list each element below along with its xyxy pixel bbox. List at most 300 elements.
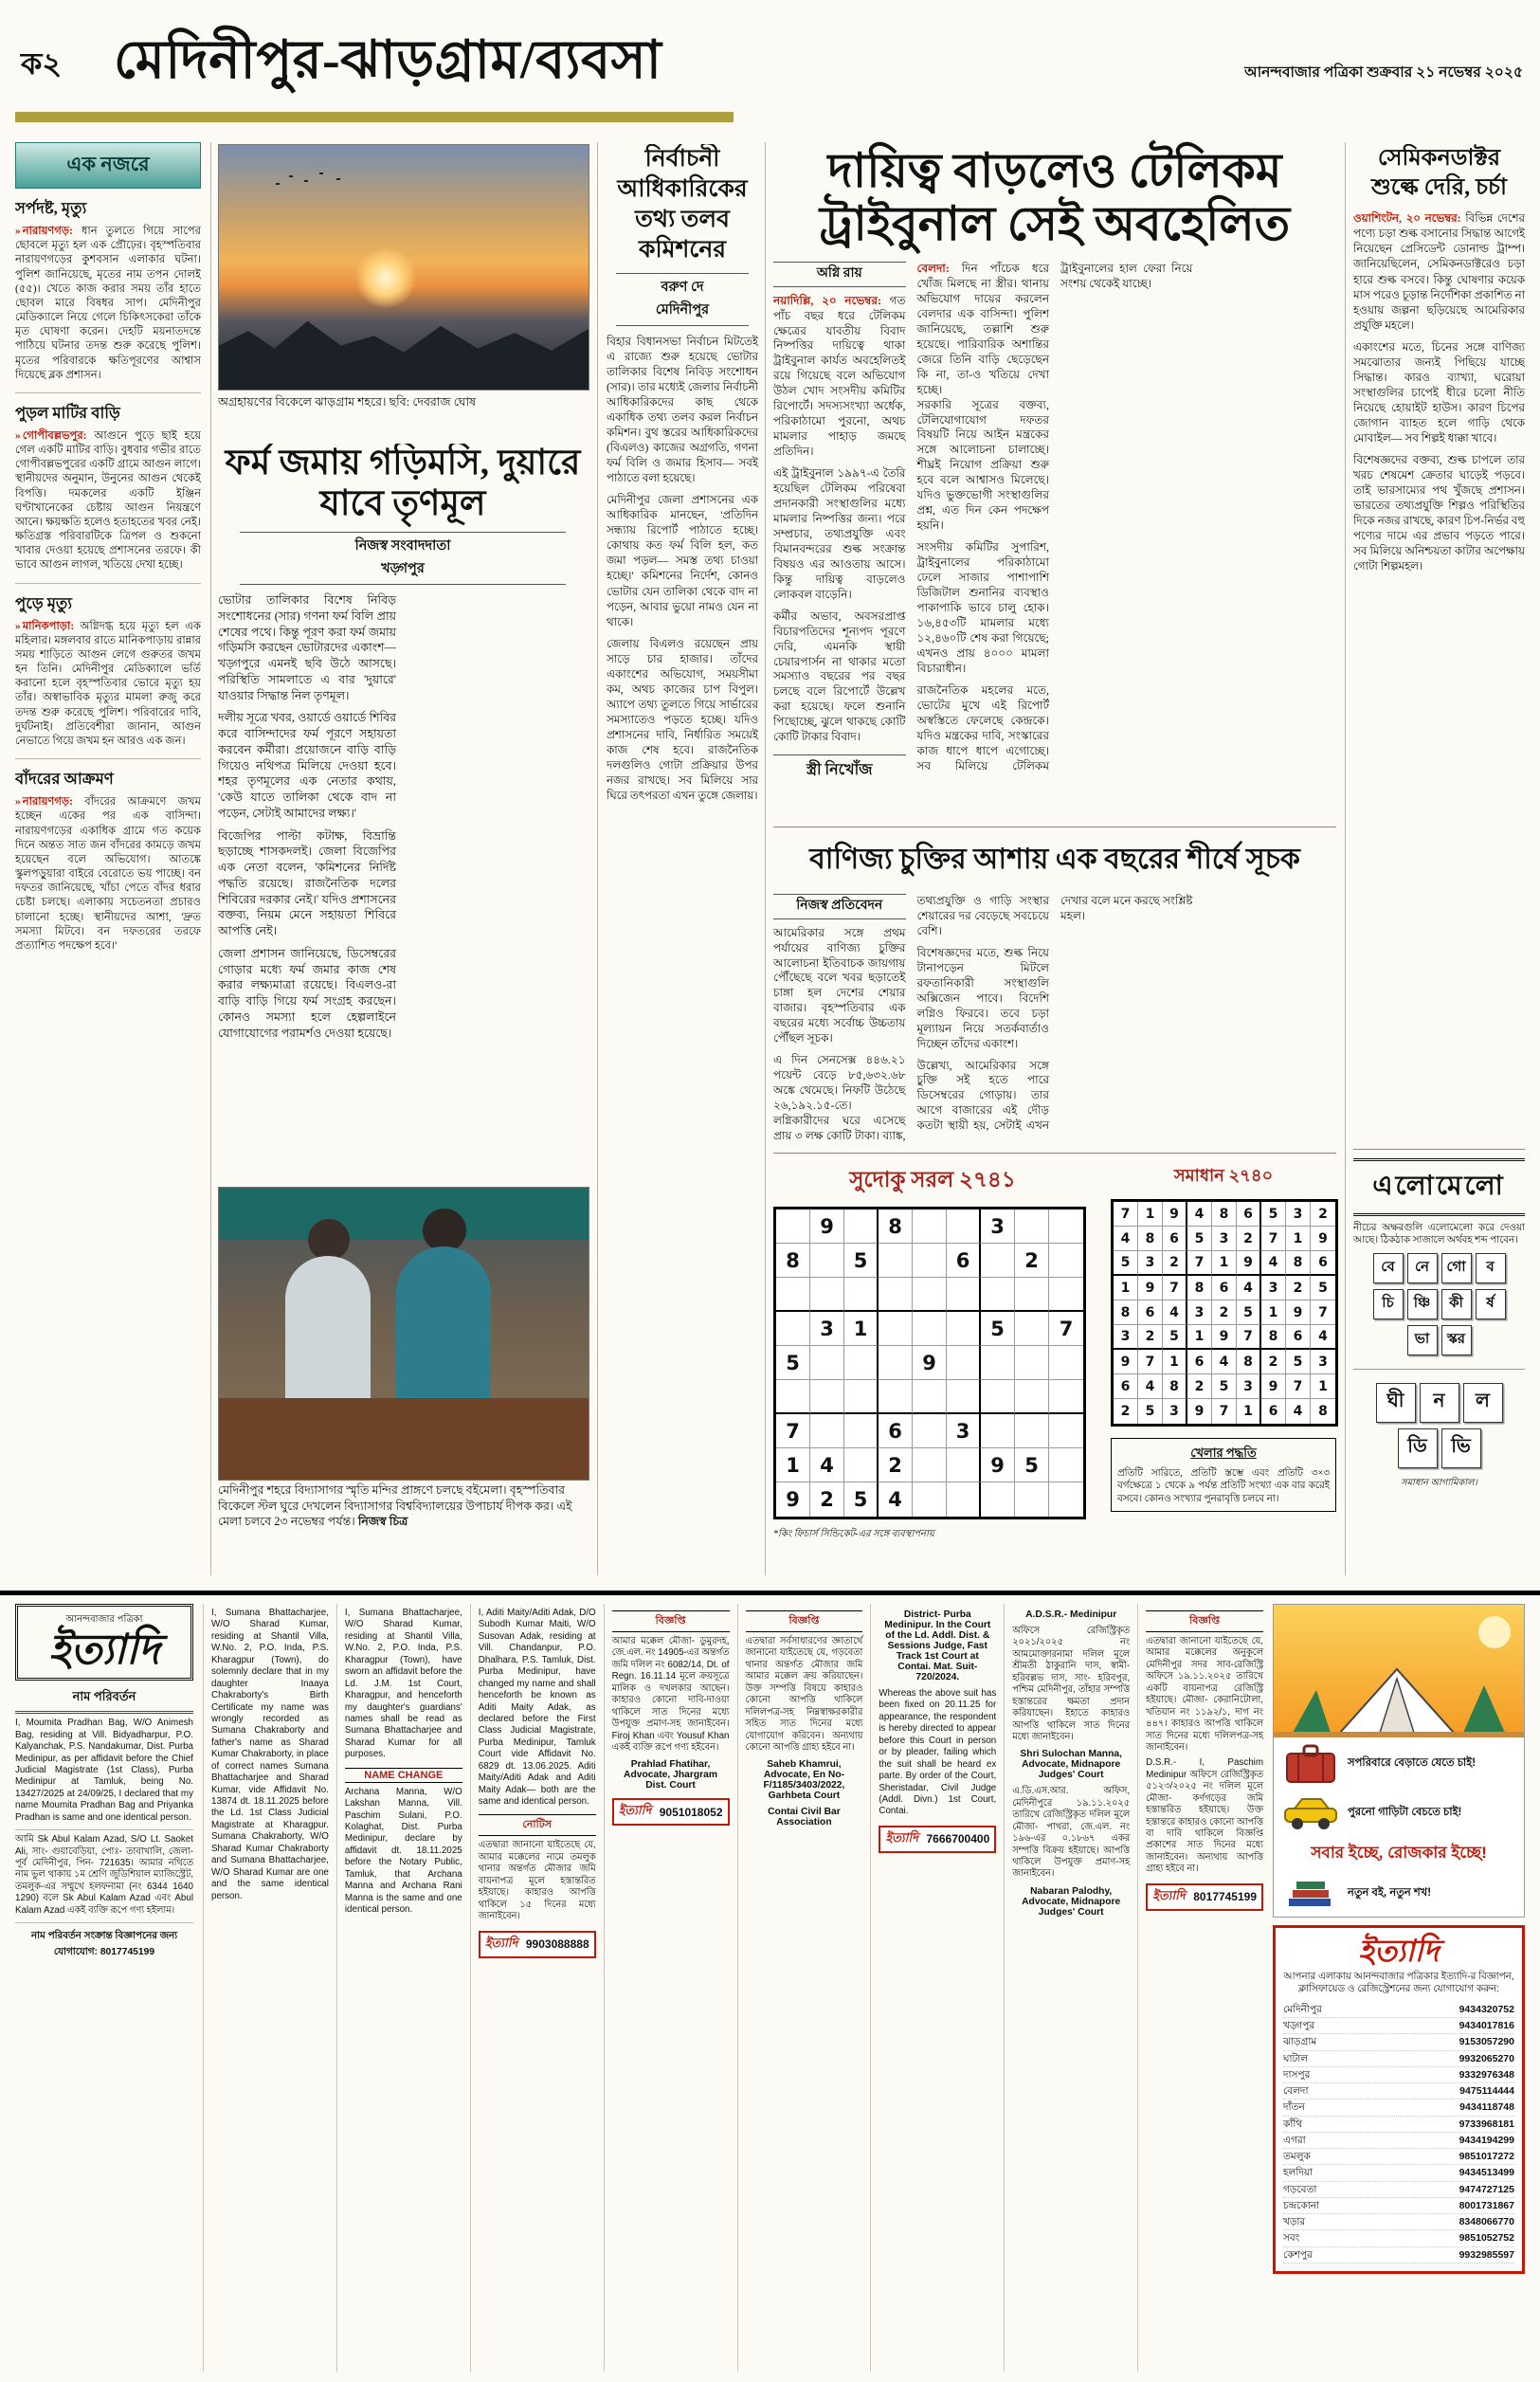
sudoku-cell: 6	[1237, 1202, 1261, 1227]
sudoku-cell: 2	[1212, 1300, 1237, 1325]
sudoku-cell: 2	[1261, 1350, 1286, 1374]
sudoku-cell: 7	[1237, 1325, 1261, 1350]
article-body	[218, 592, 588, 1154]
jumble-letter-tile: ল	[1463, 1383, 1503, 1423]
article-paragraph: কর্মীর অভাব, অবসরপ্রাপ্ত বিচারপতিদের শূন্যপদ পূরণে দেরি, এমনকি স্থায়ী চেয়ারপার্সন না থাকার মতো সমস্যাও বছরের পর বছর চলছে বলে রিপোর্টে উল্লেখ করা হয়েছে। ফলে শুনানি পিছোচ্ছে, ঝুলে থাকছে কোটি কোটি টাকার বিবাদ।	[773, 609, 906, 744]
sudoku-cell: 7	[1138, 1350, 1163, 1374]
sudoku-cell: 2	[1237, 1227, 1261, 1251]
sudoku-cell: 7	[776, 1414, 810, 1448]
classified-ad-text: এ.ডি.এস.আর. অফিস, মেদিনীপুরে ১৯.১১.২০২৫ তারিখে রেজিস্ট্রিকৃত দলিল মূলে মৌজা- পাথরা, জে.এল. নং ১৯৬-এর ০.১৮৬৭ একর সম্পত্তি বিক্রয় হইয়াছে। আপত্তি থাকিলে উপযুক্ত প্রমাণ-সহ জানাইবেন।	[1012, 1786, 1131, 1880]
sudoku-cell: 6	[1286, 1325, 1311, 1350]
contact-place: কেশপুর	[1283, 2248, 1313, 2261]
contact-place: তমলুক	[1283, 2151, 1311, 2163]
contact-row	[1283, 2100, 1514, 2116]
classified-section-header: বিজ্ঞপ্তি	[1146, 1610, 1263, 1632]
sudoku-cell	[810, 1414, 844, 1448]
article-headline: বাণিজ্য চুক্তির আশায় এক বছরের শীর্ষে সূচক	[809, 844, 1300, 875]
tent-icon	[1274, 1652, 1524, 1737]
contact-number: 9475114444	[1459, 2085, 1514, 2098]
jumble-word-row	[1353, 1289, 1525, 1319]
contact-number: 9153057290	[1458, 2036, 1514, 2048]
contact-place: দাঁতন	[1283, 2101, 1305, 2114]
jumble-footer: সমাধান আগামিকাল।	[1401, 1477, 1477, 1488]
sudoku-cell	[947, 1448, 981, 1482]
contact-number: 9434513499	[1458, 2167, 1514, 2179]
glance-item-body	[15, 225, 201, 383]
contact-phone: 9051018052	[659, 1805, 723, 1819]
sudoku-cell: 6	[1163, 1227, 1187, 1251]
sudoku-cell: 4	[1311, 1325, 1335, 1350]
jumble-instructions: নীচের অক্ষরগুলি এলোমেলো করে দেওয়া আছে। ঠিকঠাক সাজালে অর্থবহ শব্দ পাবেন।	[1353, 1223, 1525, 1246]
substory-place: বেলদা:	[916, 262, 950, 275]
sudoku-cell: 1	[1114, 1276, 1138, 1300]
photo-caption	[218, 394, 588, 409]
sudoku-cell	[879, 1346, 913, 1380]
sudoku-cell: 9	[1237, 1251, 1261, 1276]
sudoku-cell: 6	[879, 1414, 913, 1448]
sudoku-cell	[981, 1380, 1015, 1414]
classified-bold-text: নাম পরিবর্তন সংক্রান্ত বিজ্ঞাপনের জন্য যোগাযোগ: 8017745199	[30, 1931, 178, 1958]
classified-ad-text: Whereas the above suit has been fixed on 20.11.25 for appearance, the respondent is hereby directed to appear before this Court in person or by pleader, failing which the suit shall be heard ex parte. By order of the Court, Sheristadar, Civil Judge (Addl. Divn.) 1st Court, Contai.	[879, 1688, 997, 1817]
sudoku-cell: 1	[844, 1312, 879, 1346]
article-headline: দায়িত্ব বাড়লেও টেলিকম ট্রাইবুনাল সেই অবহেলিত	[819, 144, 1291, 250]
horizontal-rule	[1353, 1149, 1525, 1150]
glance-item	[15, 584, 201, 760]
itjadi-logo: ইত্যাদি	[1152, 1887, 1186, 1902]
classified-bold-text: District- Purba Medinipur. In the Court of the Ld. Addl. Dist. & Sessions Judge, Fast Track 1st Court at Contai. Mat. Suit- 720/2024.	[884, 1609, 991, 1682]
paper-dateline: আনন্দবাজার পত্রিকা শুক্রবার ২১ নভেম্বর ২০২৫	[1244, 64, 1523, 81]
sudoku-cell: 1	[1187, 1325, 1212, 1350]
sudoku-cell: 1	[1286, 1227, 1311, 1251]
sudoku-cell: 6	[1261, 1399, 1286, 1424]
sudoku-cell: 4	[1237, 1276, 1261, 1300]
sudoku-cell	[844, 1380, 879, 1414]
itjadi-logo: ইত্যাদি	[484, 1935, 518, 1950]
contact-place: খড়ার	[1283, 2216, 1306, 2228]
article-paragraph: এই ট্রাইবুনাল ১৯৯৭-এ তৈরি হয়েছিল টেলিকম পরিষেবা প্রদানকারী সংস্থাগুলির মধ্যে মামলার নিষ্পত্তির জন্য। পরে সম্প্রচার, তথ্যপ্রযুক্তি এবং বিমানবন্দরের শুল্ক সংক্রান্ত বিষয়ও এর আওতায় আসে। কিন্তু দায়িত্ব বাড়লেও লোকবল বাড়েনি।	[773, 466, 906, 601]
arrow-icon: »	[15, 620, 21, 632]
masthead-underline-bar	[15, 112, 734, 122]
contact-number: 9733968181	[1458, 2118, 1514, 2130]
camping-illustration	[1274, 1605, 1524, 1737]
sudoku-cell: 1	[1163, 1350, 1187, 1374]
contact-place: সবং	[1283, 2232, 1300, 2245]
contact-number: 9434118748	[1459, 2101, 1514, 2114]
classified-ad-text: এতদ্বারা জানানো যাইতেছে যে, আমার মক্কেলের অনুকূলে মেদিনীপুর সদর সাব-রেজিস্ট্রি অফিসে ১৯.১১.২০২৫ তারিখে একটি বায়নাপত্র রেজিস্ট্রি হইয়াছে। মৌজা- কেরানিটোলা, খতিয়ান নং ১১৯২/১, দাগ নং ৪৪৭। কাহারও আপত্তি থাকিলে সাত দিনের মধ্যে দলিলপত্র-সহ জানাইবেন।	[1146, 1636, 1263, 1753]
jumble-scrambled-words	[1353, 1253, 1525, 1355]
sudoku-credit: *কিং ফিচার্স সিন্ডিকেট-এর সঙ্গে ব্যবস্থাপনায়	[773, 1529, 934, 1539]
sudoku-cell: 8	[1163, 1374, 1187, 1399]
sudoku-cell	[1049, 1482, 1083, 1517]
sudoku-cell: 7	[1212, 1399, 1237, 1424]
sudoku-cell	[844, 1448, 879, 1482]
sudoku-cell	[913, 1312, 947, 1346]
contact-row	[1283, 2034, 1514, 2050]
sudoku-cell: 4	[810, 1448, 844, 1482]
article-paragraph: এ দিন সেনসেক্স ৪৪৬.২১ পয়েন্ট বেড়ে ৮৫,৬৩২.৬৮ অঙ্কে থেমেছে। নিফটি উঠেছে ২৬,১৯২.১৫-তে। লগ্নিকারীদের ঘরে এসেছে প্রায় ৩ লক্ষ কোটি টাকা। ব্যাঙ্ক, তথ্যপ্রযুক্তি ও গাড়ি সংস্থার শেয়ারের দর বেড়েছে সবচেয়ে বেশি।	[773, 894, 1049, 1142]
glance-item	[15, 189, 201, 393]
classified-ad-text: Archana Manna, W/O Lakshan Manna, Vill. Paschim Sulani, P.O. Kolaghat, Dist. Purba Medinipur, declare by affidavit dt. 18.11.2025 before the Notary Public, Tamluk, that Archana Manna and Archana Rani Manna is the same and one identical person.	[344, 1786, 462, 1916]
sudoku-section	[773, 1162, 1336, 1575]
sudoku-cell: 9	[1286, 1300, 1311, 1325]
sudoku-cell: 5	[1114, 1251, 1138, 1276]
article-paragraph: বিহার বিধানসভা নির্বাচন মিটতেই এ রাজ্যে শুরু হয়েছে ভোটার তালিকার বিশেষ নিবিড় সংশোধন (সার)। তার মধ্যেই জেলার নির্বাচনী আধিকারিকদের কাছ থেকে একাধিক তথ্য তলব করল নির্বাচন কমিশন। বুথ স্তরের আধিকারিকদের (বিএলও) কাজের অগ্রগতি, গণনা ফর্ম বিলি ও জমার হিসাব— সবই পাঠাতে বলা হয়েছে।	[607, 335, 758, 485]
contact-number: 8001731867	[1458, 2199, 1514, 2211]
substory-text: দিন পাঁচেক ধরে খোঁজ মিলছে না স্ত্রীর। থানায় অভিযোগ দায়ের করলেন বেলদার এক বাসিন্দা। পুলিশ জানিয়েছে, তল্লাশি শুরু হয়েছে। পারিবারিক অশান্তির জেরে তিনি বাড়ি ছেড়েছেন কি না, তা-ও খতিয়ে দেখা হচ্ছে।	[916, 262, 1049, 396]
classified-ad-text: I, Sumana Bhattacharjee, W/O Sharad Kumar, residing at Shantil Villa, W.No. 2, P.O. Inda, P.S. Kharagpur (Town), have sworn an affidavit before the Ld. J.M. 1st Court, Kharagpur, and henceforth my daughter's guardians' names shall be read as Sumana Bhattacharjee and Sharad Kumar for all purposes.	[344, 1608, 462, 1760]
sudoku-cell	[879, 1244, 913, 1278]
column-rule	[1345, 142, 1346, 1575]
sudoku-solution-title: সমাধান ২৭৪০	[1173, 1166, 1274, 1185]
jumble-answer-row	[1353, 1383, 1525, 1423]
glance-item-text: আগুনে পুড়ে ছাই হয়ে গেল একটি মাটির বাড়ি। বুধবার গভীর রাতে গোপীবল্লভপুরের একটি গ্রামে আগুন লাগে। স্থানীয়দের অনুমান, উনুনের আগুন থেকেই বিপত্তি। দমকলের একটি ইঞ্জিন ঘণ্টাখানেকের চেষ্টায় আগুন নিয়ন্ত্রণে আনে। ক্ষয়ক্ষতি হলেও হতাহতের খবর নেই। ক্ষতিগ্রস্ত পরিবারটিকে ত্রিপল ও শুকনো খাবার দেওয়া হয়েছে প্রশাসনের তরফে। কী ভাবে আগুন লাগল, খতিয়ে দেখা হচ্ছে।	[15, 429, 201, 572]
jumble-letter-tile: গো	[1441, 1253, 1472, 1283]
sudoku-cell	[981, 1482, 1015, 1517]
sudoku-cell: 2	[1015, 1244, 1049, 1278]
sudoku-cell: 9	[810, 1209, 844, 1244]
article-paragraph: বিশেষজ্ঞদের বক্তব্য, শুল্ক চাপলে তার খরচ শেষমেশ ক্রেতার ঘাড়েই পড়বে। তাই ভারসাম্যের পথ খুঁজছে প্রশাসন। ভারতের তথ্যপ্রযুক্তি শিল্পও পরিস্থিতির দিকে নজর রাখছে, কারণ চিপ-নির্ভর বহু পণ্যের দামে এর প্রভাব পড়তে পারে। সব মিলিয়ে অনিশ্চয়তা কাটার অপেক্ষায় গোটা শিল্পমহল।	[1353, 452, 1525, 573]
photo-caption-text: মেদিনীপুর শহরে বিদ্যাসাগর স্মৃতি মন্দির প্রাঙ্গণে চলছে বইমেলা। বৃহস্পতিবার বিকেলে স্টল ঘুরে দেখলেন বিদ্যাসাগর বিশ্ববিদ্যালয়ের উপাচার্য দীপক কর। এই মেলা চলবে 2৩ নভেম্বর পর্যন্ত।	[218, 1483, 572, 1528]
photo-caption	[218, 1482, 588, 1530]
sudoku-cell: 5	[844, 1244, 879, 1278]
name-change-section-title: নাম পরিবর্তন	[15, 1688, 193, 1714]
brand-small-text: আনন্দবাজার পত্রিকা	[65, 1614, 143, 1625]
sudoku-cell: 4	[1212, 1350, 1237, 1374]
sudoku-cell: 7	[1286, 1374, 1311, 1399]
sudoku-cell: 5	[981, 1312, 1015, 1346]
contact-row	[1283, 2018, 1514, 2034]
contact-number: 9932985597	[1458, 2248, 1514, 2261]
jumble-letter-tile: ঞ্চি	[1407, 1289, 1438, 1319]
classified-ad-text: I, Sumana Bhattacharjee, W/O Sharad Kumar, residing at Shantil Villa, W.No. 2, P.O. Inda, P.S. Kharagpur (Town), do solemnly declare that in my daughter Inaaya Chakraborty's Birth Certificate my name was wrongly recorded as Sumana Chakraborty and father's name as Sharad Kumar Chakraborty, in place of correct names Sumana Bhattacharjee and Sharad Kumar, vide Affidavit No. 13874 dt. 18.11.2025 before the Ld. 1st Class Judicial Magistrate at Kharagpur. Sumana Chakraborty, W/O Sharad Kumar Chakraborty and Sumana Bhattacharjee, W/O Sharad Kumar are one and the same identical person.	[211, 1608, 329, 1901]
house-ad-panel	[1273, 1604, 1525, 1918]
sudoku-cell: 9	[981, 1448, 1015, 1482]
contact-number: 9434320752	[1458, 2003, 1514, 2015]
sudoku-cell: 5	[1237, 1300, 1261, 1325]
suitcase-icon	[1281, 1742, 1340, 1784]
sudoku-cell: 7	[1049, 1312, 1083, 1346]
classified-column	[336, 1604, 462, 2372]
glance-item	[15, 393, 201, 584]
sudoku-cell	[1015, 1312, 1049, 1346]
sudoku-cell	[947, 1380, 981, 1414]
article-sensex-high	[773, 836, 1336, 1152]
classified-bold-text: Prahlad Fhatihar, Advocate, Jhargram Dist. Court	[624, 1759, 718, 1791]
photo-bookfair	[218, 1187, 589, 1481]
itjadi-logo: ইত্যাদি	[1358, 1934, 1440, 1968]
classified-section-header: বিজ্ঞপ্তি	[746, 1610, 863, 1632]
sudoku-cell	[913, 1278, 947, 1312]
article-paragraph: জেলা প্রশাসন জানিয়েছে, ডিসেম্বরের গোড়ার মধ্যে ফর্ম জমার কাজ শেষ করার লক্ষ্যমাত্রা রয়েছে। বিএলও-রা বাড়ি বাড়ি গিয়ে ফর্ম সংগ্রহ করছেন। কোনও সমস্যা হলে হেল্পলাইনে যোগাযোগের পরামর্শও দেওয়া হয়েছে।	[218, 946, 396, 1040]
classified-bold-text: Contai Civil Bar Association	[768, 1807, 841, 1828]
contact-phone: 9903088888	[525, 1937, 589, 1951]
jumble-title: এলোমেলো	[1353, 1158, 1525, 1216]
classified-ad-text: আমি Sk Abul Kalam Azad, S/O Lt. Saoket Ali, সাং- গুয়াবেড়িয়া, পোঃ- তাবাখালি, জেলা- পূর্ব মেদিনীপুর, পিন- 721635। আমার নথিতে নাম ভুল থাকায় ১ম শ্রেণি জুডিশিয়াল ম্যাজিস্ট্রেট, তমলুক-এর সম্মুখে হলফনামা (নং 6344 1640 1290) বলে Sk Abul Kalam Azad এবং Abul Kalam Azad একই ব্যক্তি রূপে গণ্য হইলাম।	[15, 1834, 193, 1923]
classified-column	[737, 1604, 863, 2372]
sudoku-cell: 6	[1187, 1350, 1212, 1374]
article-body	[773, 894, 1336, 1152]
classifieds-section	[15, 1604, 1525, 2372]
sudoku-cell	[981, 1414, 1015, 1448]
jumble-letter-tile: স্কর	[1441, 1325, 1472, 1355]
sudoku-cell: 5	[1163, 1325, 1187, 1350]
classified-column	[203, 1604, 329, 2372]
sudoku-cell: 9	[1187, 1399, 1212, 1424]
sudoku-rules-title: খেলার পদ্ধতি	[1190, 1446, 1257, 1460]
sudoku-cell: 2	[1163, 1251, 1187, 1276]
sudoku-cell: 7	[1163, 1276, 1187, 1300]
sudoku-cell: 6	[1138, 1300, 1163, 1325]
contact-number: 9474727125	[1458, 2183, 1514, 2195]
sudoku-puzzle-title: সুদোকু সরল ২৭৪১	[849, 1168, 1016, 1191]
section-masthead: মেদিনীপুর-ঝাড়গ্রাম/ব্যবসা	[114, 31, 662, 90]
glance-item-heading: বাঁদরের আক্রমণ	[15, 770, 114, 789]
sudoku-cell: 4	[1187, 1202, 1212, 1227]
sudoku-cell: 9	[913, 1346, 947, 1380]
sudoku-cell: 2	[1187, 1374, 1212, 1399]
contact-number: 9434017816	[1458, 2020, 1514, 2032]
sudoku-cell: 1	[1237, 1399, 1261, 1424]
sudoku-cell	[1049, 1380, 1083, 1414]
sudoku-cell: 5	[1212, 1374, 1237, 1399]
sudoku-cell: 3	[1212, 1227, 1237, 1251]
sudoku-cell	[913, 1380, 947, 1414]
classified-ad-text: এতদ্বারা সর্বসাধারণের জ্ঞাতার্থে জানানো যাইতেছে যে, গড়বেতা থানার অন্তর্গত মৌজার জমি আমার মক্কেল ক্রয় করিয়াছেন। উক্ত সম্পত্তি বিষয়ে কাহারও কোনো আপত্তি থাকিলে দলিলপত্র-সহ নিম্নস্বাক্ষরকারীর সহিত সাত দিনের মধ্যে যোগাযোগ করিবেন। অন্যথায় কোনো আপত্তি গ্রাহ্য হইবে না।	[745, 1636, 863, 1753]
article-paragraph	[1353, 210, 1525, 332]
sudoku-cell: 9	[1311, 1227, 1335, 1251]
sudoku-cell	[879, 1312, 913, 1346]
glance-item-heading: সর্পদষ্ট, মৃত্যু	[15, 199, 87, 217]
contact-place: ঝাড়গ্রাম	[1283, 2036, 1317, 2048]
sudoku-cell: 8	[1187, 1276, 1212, 1300]
jumble-answer-row	[1353, 1428, 1525, 1468]
article-telecom-tribunal	[773, 144, 1336, 798]
person-silhouette	[423, 1209, 466, 1252]
sudoku-cell	[1015, 1414, 1049, 1448]
contact-row	[1283, 2198, 1514, 2214]
birds-silhouette	[276, 183, 280, 185]
jumble-answer-tiles	[1353, 1369, 1525, 1468]
edition-mark: ক২	[21, 46, 63, 81]
classified-contact-band	[1146, 1883, 1263, 1911]
glance-item-place: গোপীবল্লভপুর:	[22, 429, 87, 442]
sudoku-cell	[1015, 1380, 1049, 1414]
sudoku-cell	[913, 1448, 947, 1482]
sudoku-cell: 2	[1311, 1202, 1335, 1227]
article-paragraph: সংসদীয় কমিটির সুপারিশ, ট্রাইবুনালের পরিকাঠামো ঢেলে সাজার পাশাপাশি ডিজিটাল শুনানির ব্যবস্থাও পাকাপাকি ভাবে চালু হোক। ১৬,৪৫৩টি মামলার মধ্যে ১২,৪৬০টি শেষ করা গিয়েছে; এখনও প্রায় ৪০০০ মামলা বিচারাধীন।	[916, 540, 1049, 675]
sudoku-cell: 3	[1311, 1350, 1335, 1374]
sudoku-cell	[913, 1414, 947, 1448]
sudoku-cell	[1015, 1482, 1049, 1517]
sudoku-cell: 3	[1237, 1374, 1261, 1399]
sun-icon	[1478, 1616, 1511, 1648]
sudoku-cell: 3	[1187, 1300, 1212, 1325]
byline-place: মেদিনীপুর	[655, 302, 710, 318]
classified-ads-columns	[203, 1604, 1263, 2372]
sudoku-cell: 6	[947, 1244, 981, 1278]
classified-ad-text: I, Moumita Pradhan Bag, W/O Animesh Bag, residing at Vill. Bidyadharpur, P.O. Kalyanchak, P.S. Nandakumar, Dist. Purba Medinipur, as per affidavit before the Chief Judicial Magistrate (1st Class), Purba Medinipur at Tamluk, being No. 13427/2025 at 24/09/25, I declared that my name Moumita Pradhan Bag and Priyanka Pradhan is same and one identical person.	[15, 1718, 193, 1830]
contact-row	[1283, 2083, 1514, 2100]
classified-column	[1137, 1604, 1263, 2372]
sudoku-cell	[844, 1209, 879, 1244]
sudoku-cell: 1	[1138, 1202, 1163, 1227]
sudoku-cell	[1049, 1448, 1083, 1482]
jumble-letter-tile: ডি	[1398, 1428, 1438, 1468]
jumble-word-row	[1353, 1325, 1525, 1355]
photo-caption-text: অগ্রহায়ণের বিকেলে ঝাড়গ্রাম শহরে। ছবি: দেবরাজ ঘোষ	[218, 395, 477, 409]
sudoku-puzzle-block	[773, 1162, 1092, 1575]
sudoku-cell: 5	[844, 1482, 879, 1517]
jumble-letter-tile: ঘী	[1376, 1383, 1416, 1423]
article-paragraph: আমেরিকার সঙ্গে প্রথম পর্যায়ের বাণিজ্য চুক্তির আলোচনা ইতিবাচক জায়গায় পৌঁছেছে বলে খবর ছড়াতেই চাঙ্গা হল দেশের শেয়ার বাজার। বৃহস্পতিবার এক বছরের মধ্যে সর্বোচ্চ উচ্চতায় পৌঁছল সূচক।	[773, 925, 906, 1046]
classified-ads-left	[15, 1718, 193, 1961]
sudoku-cell: 7	[1311, 1300, 1335, 1325]
glance-title: এক নজরে	[15, 142, 201, 189]
contact-number-list	[1283, 2002, 1514, 2264]
contact-place: কাঁথি	[1283, 2118, 1303, 2130]
article-headline: নির্বাচনী আধিকারিকের তথ্য তলব কমিশনের	[617, 146, 748, 263]
classified-bold-text: Nabaran Palodhy, Advocate, Midnapore Judges' Court	[1022, 1885, 1121, 1918]
sudoku-cell: 9	[1261, 1374, 1286, 1399]
contact-phone: 8017745199	[1193, 1890, 1257, 1904]
classified-section-header: নোটিস	[479, 1814, 596, 1836]
jumble-letter-tile: ব	[1476, 1253, 1506, 1283]
sudoku-cell	[1049, 1414, 1083, 1448]
contact-number: 9851052752	[1458, 2232, 1514, 2245]
glance-item-heading: পুড়ে মৃত্যু	[15, 593, 73, 612]
contact-number: 8348066770	[1458, 2216, 1514, 2228]
sudoku-cell	[947, 1482, 981, 1517]
sudoku-cell: 5	[776, 1346, 810, 1380]
classified-contact-band	[612, 1798, 730, 1826]
article-paragraph: বিশেষজ্ঞদের মতে, শুল্ক নিয়ে টানাপড়েন মিটলে রফতানিকারী সংস্থাগুলি অক্সিজেন পাবে। বিদেশি লগ্নিও ফিরবে। তবে চড়া মূল্যায়ন নিয়ে সতর্কবার্তাও দিচ্ছেন তাঁদের একাংশ।	[916, 945, 1049, 1050]
column-rule	[210, 142, 211, 1575]
jumble-letter-tile: চি	[1373, 1289, 1404, 1319]
sudoku-cell	[981, 1278, 1015, 1312]
sudoku-cell: 2	[1286, 1276, 1311, 1300]
sudoku-cell: 3	[1261, 1276, 1286, 1300]
sudoku-cell	[879, 1380, 913, 1414]
column-rule	[765, 142, 766, 1575]
glance-item-place: নারায়ণগড়:	[22, 796, 73, 809]
byline-block: অগ্নি রায়	[773, 262, 906, 287]
sudoku-cell: 3	[810, 1312, 844, 1346]
photo-credit: নিজস্ব চিত্র	[357, 1515, 408, 1528]
contact-row	[1283, 2149, 1514, 2165]
sudoku-cell: 9	[776, 1482, 810, 1517]
article-headline: সেমিকনডাক্টর শুল্কে দেরি, চর্চা	[1371, 146, 1507, 201]
classified-section-header: NAME CHANGE	[345, 1768, 462, 1783]
contact-number: 9932065270	[1458, 2052, 1514, 2064]
contact-phone: 7666700400	[926, 1832, 990, 1846]
sudoku-solution-block	[1111, 1162, 1336, 1575]
jumble-letter-tile: কী	[1441, 1289, 1472, 1319]
sudoku-cell	[1015, 1278, 1049, 1312]
byline-reporter: বরুণ দে	[661, 280, 704, 295]
glance-item-body	[15, 620, 201, 750]
house-ad-column	[1273, 1604, 1525, 2372]
article-semiconductor-tariff	[1353, 144, 1525, 1145]
sudoku-cell	[810, 1244, 844, 1278]
fair-banner	[219, 1188, 589, 1240]
article-paragraph: মেদিনীপুর জেলা প্রশাসনের এক আধিকারিক মানছেন, 'প্রতিদিন সন্ধ্যায় রিপোর্ট পাঠাতে হচ্ছে। কোথায় কত ফর্ম বিলি হল, কত জমা পড়ল— সমস্ত তথ্য চাওয়া হচ্ছে।' কমিশনের নির্দেশ, কোনও ভোটার যেন তালিকা থেকে বাদ না পড়েন, আবার ভুয়ো নামও যেন না থাকে।	[607, 493, 758, 628]
car-icon	[1281, 1793, 1340, 1831]
sudoku-cell: 3	[1138, 1251, 1163, 1276]
sudoku-cell: 8	[879, 1209, 913, 1244]
horizontal-rule	[773, 1153, 1336, 1154]
sudoku-cell: 4	[1138, 1374, 1163, 1399]
sudoku-cell: 3	[947, 1414, 981, 1448]
article-paragraph: বিজেপির পাল্টা কটাক্ষ, বিভ্রান্তি ছড়াচ্ছে শাসকদলই। জেলা বিজেপির এক নেতা বলেন, 'কমিশনের নির্দিষ্ট পদ্ধতি রয়েছে। রাজনৈতিক দলের শিবিরের দরকার নেই।' যদিও প্রশাসনের বক্তব্য, নিয়ম মেনে সহায়তা শিবিরে আপত্তি নেই।	[218, 828, 396, 938]
sudoku-cell	[1049, 1244, 1083, 1278]
jumble-letter-tile: বে	[1373, 1253, 1404, 1283]
article-text: গত পাঁচ বছর ধরে টেলিকম ক্ষেত্রের যাবতীয় বিবাদ নিষ্পত্তির দায়িত্বে থাকা ট্রাইবুনাল কার্যত অবহেলিতই রয়ে গিয়েছে বলে অভিযোগ উঠল খোদ সংসদীয় কমিটির রিপোর্টে। সদস্যসংখ্যা অর্ধেক, পরিকাঠামো পুরনো, অথচ মামলার পাহাড় জমছে প্রতিদিন।	[773, 293, 906, 459]
article-paragraph: একাংশের মতে, চিনের সঙ্গে বাণিজ্য সমঝোতার জন্যই পিছিয়ে যাচ্ছে সিদ্ধান্ত। কারও ব্যাখ্যা, ঘরোয়া সংস্থাগুলির চাপেই ধীরে চলো নীতি নিয়েছে হোয়াইট হাউস। কারণ চিপের জোগান ব্যাহত হলে গাড়ি থেকে মোবাইল— সব শিল্পই ধাক্কা খাবে।	[1353, 339, 1525, 445]
jumble-word-row	[1353, 1253, 1525, 1283]
classified-ad-text: আমার মক্কেল মৌজা- ডুমুরদহ, জে.এল. নং 14905-এর অন্তর্গত জমি দলিল নং 6082/14, Dt. of Regn. 16.11.14 মূলে ক্রয়সূত্রে মালিক ও দখলকার আছেন। কাহারও কোনো দাবি-দাওয়া থাকিলে সাত দিনের মধ্যে উপযুক্ত প্রমাণ-সহ জানাইবেন। Firoj Khan এবং Yousuf Khan একই ব্যক্তি রূপে গণ্য হইবেন।	[611, 1636, 730, 1753]
books-icon	[1281, 1874, 1340, 1912]
sudoku-cell: 5	[1311, 1276, 1335, 1300]
sudoku-cell: 1	[1261, 1300, 1286, 1325]
article-body	[773, 262, 1336, 798]
contact-row	[1283, 2247, 1514, 2264]
glance-item-text: অগ্নিদগ্ধ হয়ে মৃত্যু হল এক মহিলার। মঙ্গলবার রাতে মানিকপাড়ায় রান্নার সময় শাড়িতে আগুন লেগে গুরুতর জখম হন তিনি। মেদিনীপুর মেডিক্যালে ভর্তি করানো হলে বৃহস্পতিবার ভোরে মৃত্যু হয় তাঁর। অস্বাভাবিক মৃত্যুর মামলা রুজু করে তদন্ত শুরু করেছে পুলিশ। পরিবারের দাবি, দুর্ঘটনাই। প্রতিবেশীরা জানান, আগুন নেভাতে গিয়ে জখম হন আরও এক জন।	[15, 620, 201, 747]
sudoku-cell: 7	[1261, 1227, 1286, 1251]
sudoku-cell: 3	[1286, 1202, 1311, 1227]
classified-ad-text: এতদ্বারা জানানো যাইতেছে যে, আমার মক্কেলের নামে তমলুক থানার অন্তর্গত মৌজার জমি বায়নাপত্র মূলে হস্তান্তরিত হইয়াছে। কাহারও আপত্তি থাকিলে ১৫ দিনের মধ্যে জানাইবেন।	[478, 1840, 596, 1922]
sudoku-cell	[1015, 1346, 1049, 1380]
sudoku-cell: 9	[1212, 1325, 1237, 1350]
sudoku-cell	[981, 1244, 1015, 1278]
sudoku-cell: 2	[810, 1482, 844, 1517]
classified-contact-band	[479, 1931, 596, 1958]
sudoku-cell: 9	[1114, 1350, 1138, 1374]
person-silhouette	[396, 1246, 491, 1398]
sudoku-cell: 5	[1187, 1227, 1212, 1251]
byline-block	[616, 273, 750, 326]
page-header	[15, 19, 1525, 136]
sudoku-cell: 8	[1318, 1404, 1328, 1419]
jumble-letter-tile: ন	[1420, 1383, 1459, 1423]
jumble-letter-tile: ভা	[1407, 1325, 1438, 1355]
contact-row	[1283, 2002, 1514, 2018]
sudoku-cell: 1	[1311, 1374, 1335, 1399]
sudoku-cell	[913, 1244, 947, 1278]
contact-intro-text: আপনার এলাকায় আনন্দবাজার পত্রিকার ইত্যাদি-র বিজ্ঞাপন, ক্লাসিফায়েড ও রেজিস্ট্রেশনের জন্য যোগাযোগ করুন:	[1283, 1972, 1514, 1995]
itjadi-logo: ইত্যাদি	[618, 1803, 652, 1818]
book-stall-table	[219, 1398, 589, 1480]
classified-section-header: বিজ্ঞপ্তি	[612, 1610, 730, 1632]
glance-item-heading: পুড়ল মাটির বাড়ি	[15, 403, 120, 422]
classified-column	[1004, 1604, 1130, 2372]
article-paragraph: সরকারি সূত্রের বক্তব্য, টেলিযোগাযোগ দফতর বিষয়টি নিয়ে আইন মন্ত্রকের সঙ্গে আলোচনা চালাচ্ছে। শীঘ্রই নিয়োগ প্রক্রিয়া শুরু হবে বলে আশ্বাসও মিলেছে। যদিও ভুক্তভোগী সংস্থাগুলির প্রশ্ন, এত দিন কেন পদক্ষেপ হয়নি।	[916, 397, 1049, 533]
byline-place: খড়্গপুর	[381, 561, 425, 577]
byline-block	[240, 532, 565, 585]
contact-place: খড়্গপুর	[1283, 2020, 1315, 2032]
itjadi-logo: ইত্যাদি	[48, 1627, 160, 1673]
photo-sunset	[218, 144, 589, 391]
sudoku-cell: 6	[1212, 1276, 1237, 1300]
contact-place: হলদিয়া	[1283, 2167, 1314, 2179]
sudoku-cell	[1049, 1209, 1083, 1244]
ad-caption: নতুন বই, নতুন শখ!	[1348, 1886, 1432, 1899]
glance-item-place: নারায়ণগড়:	[22, 226, 73, 237]
article-headline: ফর্ম জমায় গড়িমসি, দুয়ারে যাবে তৃণমূল	[225, 444, 581, 523]
itjadi-contact-box	[1273, 1925, 1525, 2274]
ad-caption: সপরিবারে বেড়াতে যেতে চাই!	[1348, 1756, 1477, 1769]
sudoku-cell	[947, 1278, 981, 1312]
sudoku-cell: 4	[1114, 1227, 1138, 1251]
